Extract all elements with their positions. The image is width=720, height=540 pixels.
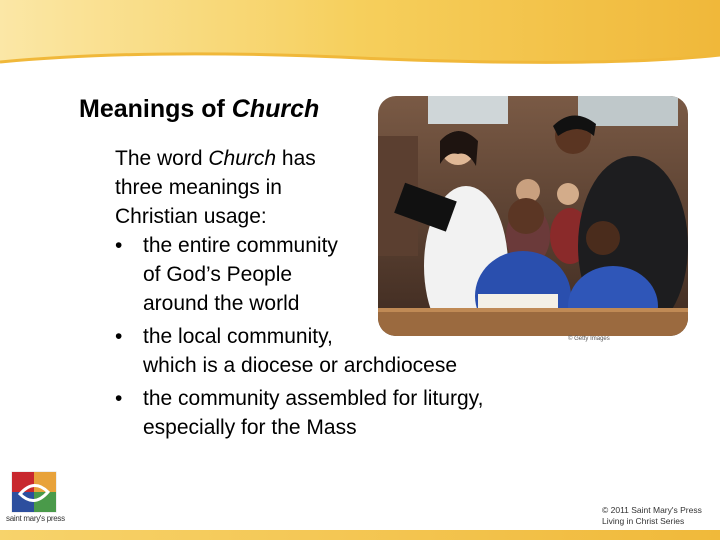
photo-credit: © Getty Images [568, 336, 610, 342]
intro-line-1: The word Church has [115, 147, 316, 170]
list-item: • the community assembled for liturgy, especially for the Mass [115, 384, 545, 442]
footer-credit [602, 505, 702, 527]
intro-line-3: Christian usage: [115, 205, 267, 228]
list-item: • the entire community of God’s People around the world [115, 231, 545, 318]
congregation-photo [378, 96, 688, 336]
slide-title: Meanings of Church [79, 95, 320, 123]
copyright-text: © 2011 Saint Mary's Press [602, 505, 702, 515]
bullet-icon: • [115, 234, 123, 257]
header-band [0, 0, 720, 70]
logo-wordmark: saint mary's press [6, 514, 65, 523]
intro-line-2: three meanings in [115, 176, 282, 199]
series-text: Living in Christ Series [602, 516, 685, 526]
bullet-icon: • [115, 387, 123, 410]
footer-band [0, 530, 720, 540]
bullet-icon: • [115, 325, 123, 348]
list-item: • the local community, which is a diocese or archdiocese [115, 322, 545, 380]
